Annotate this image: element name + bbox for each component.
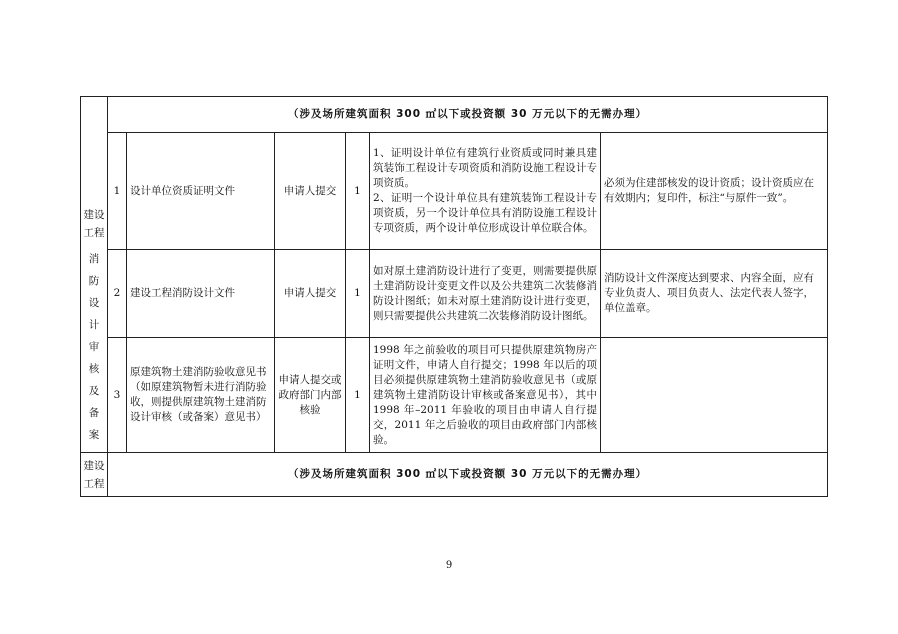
requirements-table	[80, 96, 828, 497]
row-number: 2	[108, 250, 127, 338]
category-label-top: 建设工程	[83, 209, 105, 239]
material-name: 原建筑物土建消防验收意见书（如原建筑物暂未进行消防验收，则提供原建筑物土建消防设计审核（或备案）意见书）	[127, 338, 275, 453]
footer-section-row	[81, 453, 828, 497]
material-requirement: 1、证明设计单位有建筑行业资质或同时兼具建筑装饰工程设计专项资质和消防设施工程设计专项资质。 2、证明一个设计单位具有建筑装饰工程设计专项资质，另一个设计单位具有消防设施工程设计专项资质，两个设计单位形成设计单位联合体。	[370, 133, 601, 250]
material-note: 必须为住建部核发的设计资质；设计资质应在有效期内；复印件，标注“与原件一致”。	[601, 133, 828, 250]
category-cell	[81, 97, 108, 453]
banner-row	[81, 97, 828, 133]
material-copies: 1	[346, 133, 370, 250]
material-copies: 1	[346, 250, 370, 338]
material-note	[601, 338, 828, 453]
material-copies: 1	[346, 338, 370, 453]
page-number: 9	[445, 560, 453, 571]
section-banner: （涉及场所建筑面积 300 ㎡以下或投资额 30 万元以下的无需办理）	[108, 97, 828, 133]
table-row	[81, 338, 828, 453]
material-source: 申请人提交	[275, 133, 346, 250]
footer-category-label: 建设工程	[83, 459, 105, 490]
table-row	[81, 250, 828, 338]
material-note: 消防设计文件深度达到要求、内容全面，应有专业负责人、项目负责人、法定代表人签字，单位盖章。	[601, 250, 828, 338]
row-number: 3	[108, 338, 127, 453]
material-requirement: 1998 年之前验收的项目可只提供原建筑物房产证明文件，申请人自行提交；1998 年以后的项目必须提供原建筑物土建消防验收意见书（或原建筑物土建消防设计审核或备案意见书），其中 1998 年–2011 年验收的项目由申请人自行提交，2011 年之后验收的项目由政府部门内部核验。	[370, 338, 601, 453]
material-name: 建设工程消防设计文件	[127, 250, 275, 338]
table-row	[81, 133, 828, 250]
material-requirement: 如对原土建消防设计进行了变更，则需要提供原土建消防设计变更文件以及公共建筑二次装修消防设计图纸；如未对原土建消防设计进行变更，则只需要提供公共建筑二次装修消防设计图纸。	[370, 250, 601, 338]
footer-category-cell	[81, 453, 108, 497]
material-source: 申请人提交	[275, 250, 346, 338]
material-source: 申请人提交或政府部门内部核验	[275, 338, 346, 453]
material-name: 设计单位资质证明文件	[127, 133, 275, 250]
footer-section-banner: （涉及场所建筑面积 300 ㎡以下或投资额 30 万元以下的无需办理）	[108, 453, 828, 497]
row-number: 1	[108, 133, 127, 250]
category-label-vertical: 消防设计审核及备案	[88, 253, 100, 441]
